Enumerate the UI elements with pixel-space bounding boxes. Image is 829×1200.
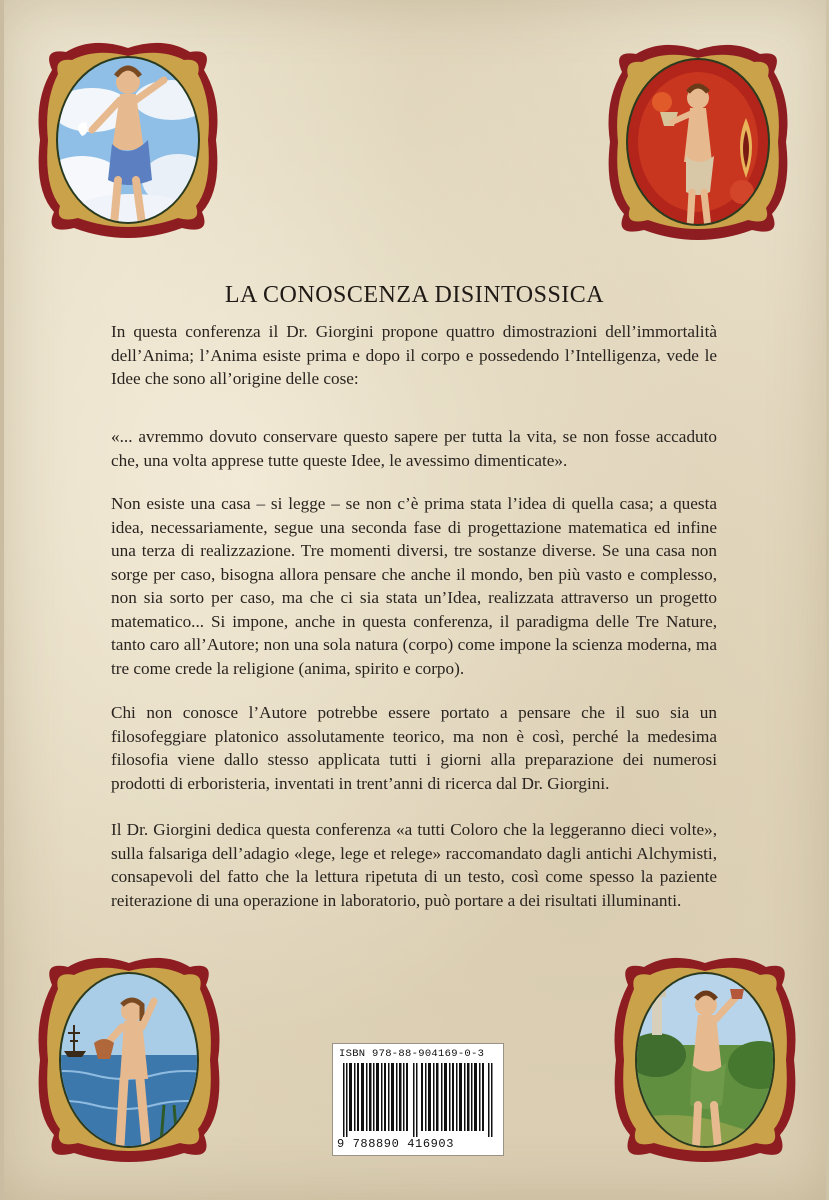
body-paragraph-3 bbox=[111, 492, 717, 680]
isbn-barcode bbox=[332, 1043, 504, 1156]
body-paragraph-1 bbox=[111, 320, 717, 391]
fire-medallion-illustration bbox=[602, 42, 794, 242]
body-paragraph-4 bbox=[111, 701, 717, 795]
isbn-label: ISBN 978-88-904169-0-3 bbox=[339, 1048, 485, 1060]
earth-medallion-illustration bbox=[610, 955, 800, 1165]
paragraph-text: Chi non conosce l’Autore potrebbe essere portato a pensare che il suo sia un filosofeggiare platonico assolutamente teorico, ma non è così, perché la medesima filosofia viene dallo stesso applicata tutti i giorni alla preparazione dei numerosi prodotti di erboristeria, inventati in trent’anni di ricerca dal Dr. Giorgini. bbox=[111, 703, 717, 793]
paragraph-text: «... avremmo dovuto conservare questo sapere per tutta la vita, se non fosse accaduto che, una volta apprese tutte queste Idee, le avessimo dimenticate». bbox=[111, 427, 717, 470]
paragraph-text: Il Dr. Giorgini dedica questa conferenza «a tutti Coloro che la leggeranno dieci volte», sulla falsariga dell’adagio «lege, lege et relege» raccomandato dagli antichi Alchymisti, consapevoli del fatto che la lettura ripetuta di un testo, così come spesso la paziente reiterazione di una operazione in laboratorio, può portare a dei risultati illuminanti. bbox=[111, 820, 717, 910]
paragraph-text: Non esiste una casa – si legge – se non c’è prima stata l’idea di quella casa; a questa idea, necessariamente, segue una seconda fase di progettazione matematica ed infine una terza di realizzazione. Tre momenti diversi, tre sostanze diverse. Se una casa non sorge per caso, bisogna allora pensare che anche il mondo, ben più vasto e complesso, non sia sorto per caso, ma che ci sia stata un’Idea, realizzata attraverso un progetto matematico... Si impone, anche in questa conferenza, il paradigma delle Tre Nature, tanto caro all’Autore; non una sola natura (corpo) come impone la scienza moderna, ma tre come crede la religione (anima, spirito e corpo). bbox=[111, 494, 717, 678]
water-medallion-illustration bbox=[34, 955, 224, 1165]
paragraph-text: In questa conferenza il Dr. Giorgini propone quattro dimostrazioni dell’immortalità dell’Anima; l’Anima esiste prima e dopo il corpo e possedendo l’Intelligenza, vede le Idee che sono all’origine delle cose: bbox=[111, 322, 717, 388]
body-paragraph-2 bbox=[111, 425, 717, 472]
ean-digits: 9 788890 416903 bbox=[337, 1137, 455, 1151]
left-edge-strip bbox=[0, 0, 4, 1200]
page-title: LA CONOSCENZA DISINTOSSICA bbox=[224, 282, 605, 308]
air-medallion-illustration bbox=[32, 40, 224, 240]
body-paragraph-5 bbox=[111, 818, 717, 912]
barcode-bars bbox=[343, 1063, 493, 1137]
